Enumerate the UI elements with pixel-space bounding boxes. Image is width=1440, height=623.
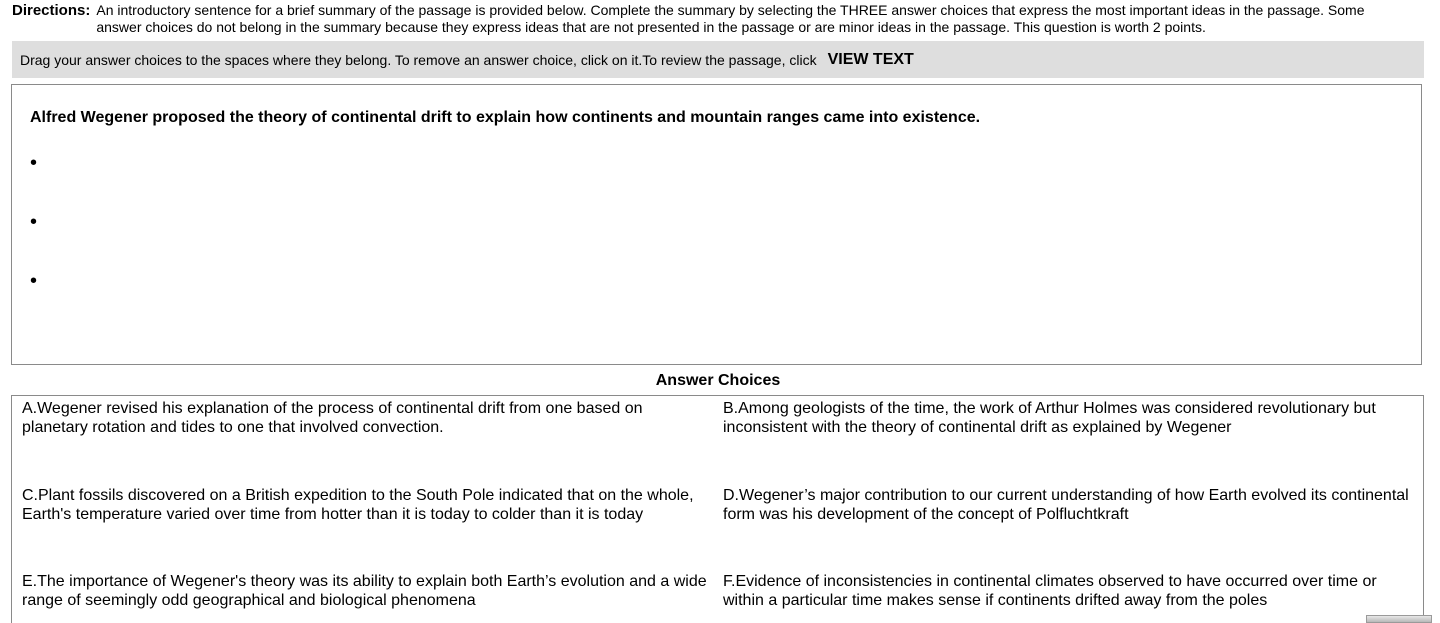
directions-label: Directions: — [12, 2, 91, 19]
instruction-bar — [12, 41, 1424, 78]
summary-slot-2[interactable] — [30, 204, 1400, 240]
answer-choices-box — [11, 395, 1424, 623]
bullet-icon: • — [30, 211, 38, 233]
summary-drop-zone[interactable] — [49, 263, 1400, 299]
bullet-icon: • — [30, 152, 38, 174]
summary-drop-zone[interactable] — [49, 204, 1400, 240]
summary-intro-sentence: Alfred Wegener proposed the theory of continental drift to explain how continents and mountain ranges came into existence. — [30, 109, 981, 126]
answer-choice-c[interactable]: C.Plant fossils discovered on a British expedition to the South Pole indicated that on the whole, Earth's temperature varied over time from hotter than it is today to colder than it is today — [22, 487, 694, 523]
directions-text: An introductory sentence for a brief summary of the passage is provided below. Complete the summary by selecting the THREE answer choices that express the most important ideas in the passage. Some answer choices do not belong in the summary because they express ideas that are not presented in the passage or are minor ideas in the passage. This question is worth 2 points. — [96, 2, 1365, 35]
answer-choice-d[interactable]: D.Wegener’s major contribution to our current understanding of how Earth evolved its continental form was his development of the concept of Polfluchtkraft — [723, 487, 1409, 523]
instruction-text: Drag your answer choices to the spaces where they belong. To remove an answer choice, click on it.To review the passage, click — [20, 51, 817, 68]
summary-drop-zone[interactable] — [49, 145, 1400, 181]
answer-choices-heading: Answer Choices — [655, 372, 781, 389]
summary-box — [11, 84, 1422, 365]
directions — [12, 2, 1412, 36]
summary-slot-3[interactable] — [30, 263, 1400, 299]
answer-choice-b[interactable]: B.Among geologists of the time, the work of Arthur Holmes was considered revolutionary but inconsistent with the theory of continental drift as explained by Wegener — [723, 400, 1376, 436]
view-text-button[interactable]: VIEW TEXT — [827, 50, 914, 68]
summary-slot-1[interactable] — [30, 145, 1400, 181]
answer-choice-e[interactable]: E.The importance of Wegener's theory was its ability to explain both Earth’s evolution and a wide range of seemingly odd geographical and biological phenomena — [22, 573, 707, 609]
corner-toolbar-widget — [1366, 615, 1432, 623]
answer-choice-a[interactable]: A.Wegener revised his explanation of the process of continental drift from one based on planetary rotation and tides to one that involved convection. — [22, 400, 643, 436]
answer-choice-f[interactable]: F.Evidence of inconsistencies in continental climates observed to have occurred over time or within a particular time makes sense if continents drifted away from the poles — [723, 573, 1377, 609]
bullet-icon: • — [30, 270, 38, 292]
